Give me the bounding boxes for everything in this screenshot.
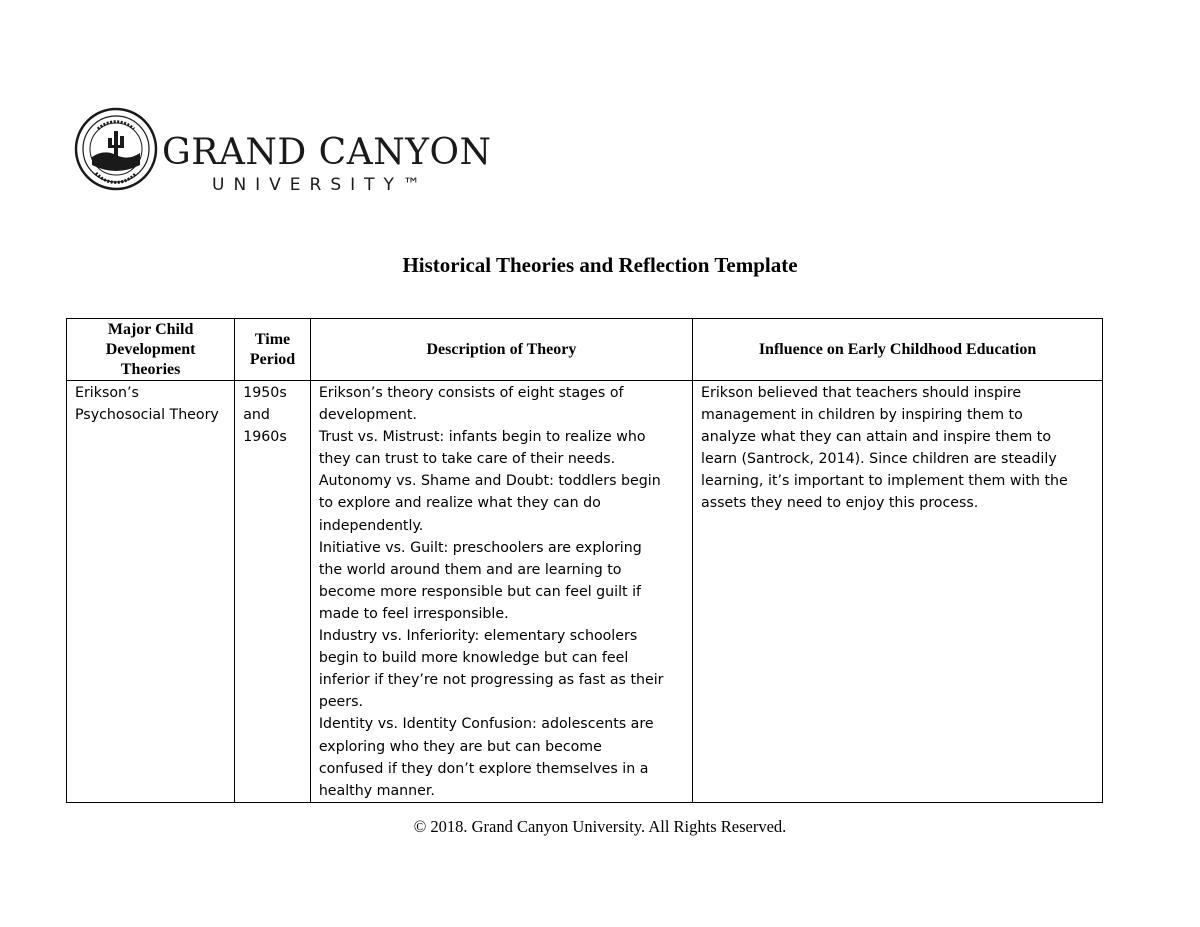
description-line: they can trust to take care of their needs. <box>318 451 616 468</box>
description-line: Initiative vs. Guilt: preschoolers are exploring <box>318 539 642 556</box>
influence-line: learn (Santrock, 2014). Since children are steadily <box>701 451 1057 468</box>
description-line: inferior if they’re not progressing as fast as their <box>318 672 664 689</box>
theory-table <box>66 318 1103 803</box>
influence-line: assets they need to enjoy this process. <box>701 495 979 512</box>
table-header-row <box>67 319 1103 381</box>
theory-line: Erikson’s <box>75 385 139 401</box>
description-line: Identity vs. Identity Confusion: adolescents are <box>318 716 654 733</box>
header-theory-line: Development <box>105 340 196 358</box>
header-theory-line: Theories <box>120 360 181 378</box>
description-line: development. <box>318 407 417 424</box>
cell-influence <box>693 381 1103 803</box>
university-logo <box>74 107 492 197</box>
logo-subtitle: UNIVERSITY™ <box>212 175 429 195</box>
description-line: Industry vs. Inferiority: elementary schoolers <box>318 628 638 645</box>
description-line: become more responsible but can feel guilt if <box>318 583 642 600</box>
influence-line: learning, it’s important to implement them with the <box>701 473 1068 490</box>
description-line: begin to build more knowledge but can feel <box>318 650 629 667</box>
header-description: Description of Theory <box>310 319 692 381</box>
period-line: and <box>243 407 270 424</box>
description-line: Autonomy vs. Shame and Doubt: toddlers begin <box>318 473 661 490</box>
page-title: Historical Theories and Reflection Template <box>402 253 798 277</box>
influence-line: management in children by inspiring them to <box>701 407 1023 424</box>
description-line: Erikson’s theory consists of eight stages of <box>318 385 624 401</box>
header-period-line: Period <box>249 350 296 368</box>
header-theory <box>67 319 235 381</box>
theory-line: Psychosocial Theory <box>75 407 219 424</box>
description-line: made to feel irresponsible. <box>318 605 509 622</box>
period-line: 1960s <box>243 429 287 446</box>
description-line: Trust vs. Mistrust: infants begin to realize who <box>318 429 646 446</box>
header-theory-line: Major Child <box>107 320 194 338</box>
university-seal-icon <box>74 107 158 191</box>
description-line: independently. <box>318 517 424 534</box>
description-line: the world around them and are learning to <box>318 561 622 578</box>
description-line: exploring who they are but can become <box>318 738 602 755</box>
copyright-footer: © 2018. Grand Canyon University. All Rights Reserved. <box>413 817 787 836</box>
description-line: to explore and realize what they can do <box>318 495 601 512</box>
period-line: 1950s <box>243 385 287 401</box>
logo-wordmark: GRAND CANYON <box>162 132 492 173</box>
cell-description <box>310 381 692 803</box>
header-influence: Influence on Early Childhood Education <box>693 319 1103 381</box>
cell-theory <box>67 381 235 803</box>
influence-line: analyze what they can attain and inspire them to <box>701 429 1052 446</box>
cell-period <box>235 381 311 803</box>
header-period <box>235 319 311 381</box>
description-line: healthy manner. <box>318 782 435 799</box>
influence-line: Erikson believed that teachers should inspire <box>701 385 1022 401</box>
description-line: confused if they don’t explore themselves in a <box>318 760 649 777</box>
table-row <box>67 381 1103 803</box>
description-line: peers. <box>318 694 364 711</box>
header-period-line: Time <box>254 330 291 348</box>
